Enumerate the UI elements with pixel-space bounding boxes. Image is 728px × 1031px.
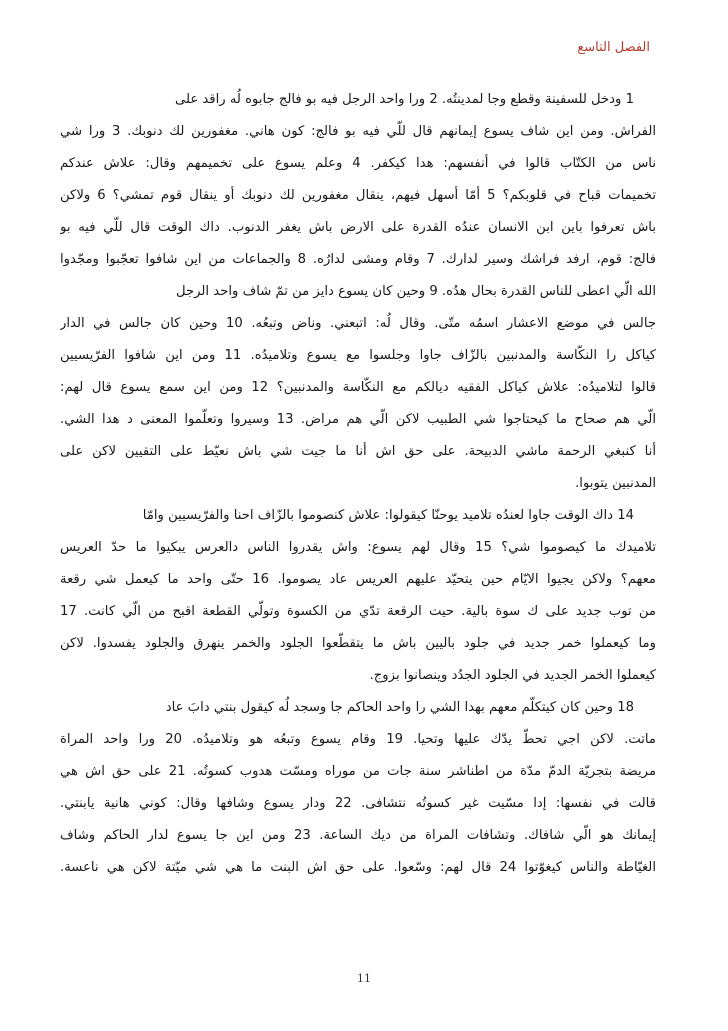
text-line: فالج: قوم، ارفد فراشك وسير لدارك. 7 وقام ومشى لدارُه. 8 والجماعات من اين شافوا تعجّبوا ومجّدوا xyxy=(60,252,656,267)
chapter-title: الفصل التاسع xyxy=(577,40,650,55)
text-line: ناس من الكتّاب قالوا في أنفسهم: هدا كيكفر. 4 وعلم يسوع على تخميمهم وقال: علاش عندكم xyxy=(60,156,656,171)
text-line: الغيّاطة والناس كيغوّتوا 24 قال لهم: وسّعوا. على حق اش البنت ما هي شي ميّتة لاكن هي ناعسة. xyxy=(60,860,656,875)
text-line: إيمانك هو الّي شافاك. وتشافات المراة من ديك الساعة. 23 ومن اين جا يسوع لدار الحاكم وشاف xyxy=(60,828,656,843)
text-line: 18 وحين كان كيتكلّم معهم بهدا الشي را واحد الحاكم جا وسجد لُه كيقول بنتي دابَ عاد xyxy=(165,700,634,715)
text-line: كياكل را النكّاسة والمدنبين بالزّاف جاوا وجلسوا مع يسوع وتلاميدُه. 11 ومن اين شافوا الفرّيسيين xyxy=(60,348,656,363)
text-line: قالوا لتلاميدُه: علاش كياكل الفقيه ديالكم مع النكّاسة والمدنبين؟ 12 ومن اين سمع يسوع قال لهم: xyxy=(60,380,656,395)
text-line: باش تعرفوا باين ابن الانسان عندُه القدرة على الارض باش يغفر الدنوب. داك الوقت قال للّي فيه بو xyxy=(60,220,656,235)
text-line: ماتت. لاكن اجي تحطّ يدّك عليها وتحيا. 19 وقام يسوع وتبعُه هو وتلاميدُه. 20 ورا واحد المراة xyxy=(60,732,656,747)
text-line: تخميمات قباح في قلوبكم؟ 5 أمّا أسهل فيهم، ينقال مغفورين لك دنوبك أو ينقال قوم تمشي؟ 6 ولاكن xyxy=(60,188,656,203)
text-line: مريضة بتجريّة الدمّ مدّة من اطناشر سنة جات من موراه ومسّت هدوب كسوتُه. 21 على حق اش هي xyxy=(60,764,656,779)
text-line: أنا كنبغي الرحمة ماشي الدبيحة. على حق اش أنا ما جيت شي باش نعيّط على التقيين لاكن على xyxy=(60,444,656,459)
text-line: المدنبين يتوبوا. xyxy=(575,476,656,491)
body-text xyxy=(60,84,656,884)
text-line: 1 ودخل للسفينة وقطع وجا لمدينتُه. 2 ورا واحد الرجل فيه بو فالج جابوه لُه راقد على xyxy=(174,92,634,107)
text-line: الفراش. ومن اين شاف يسوع إيمانهم قال للّي فيه بو فالج: كون هاني. مغفورين لك دنوبك. 3 ورا شي xyxy=(60,124,656,139)
text-line: تلاميدك ما كيصوموا شي؟ 15 وقال لهم يسوع: واش يقدروا الناس دالعرس يبكيوا ما حدّ العريس xyxy=(60,540,656,555)
text-line: معهم؟ ولاكن يجيوا الايّام حين يتحيّد عليهم العريس عاد يصوموا. 16 حتّى واحد ما كيعمل شي رقعة xyxy=(60,572,656,587)
text-line: وما كيعملوا خمر جديد في جلود باليين باش ما يتقطّعوا الجلود والخمر ينهرق والجلود يفسدوا. لاكن xyxy=(60,636,656,651)
text-line: من توب جديد على ك سوة بالية. حيت الرقعة تدّي من الكسوة وتولّي القطعة اقبح من الّي كانت. 17 xyxy=(60,604,656,619)
page-number: 11 xyxy=(357,972,371,985)
text-line: 14 داك الوقت جاوا لعندُه تلاميد يوحنّا كيقولوا: علاش كنصوموا بالزّاف احنا والفرّيسيين وامّا xyxy=(142,508,634,523)
text-line: الّي هم صحاح ما كيحتاجوا شي الطبيب لاكن الّي هم مراض. 13 وسيروا وتعلّموا المعنى د هدا الشي. xyxy=(60,412,656,427)
text-line: الله الّي اعطى للناس القدرة بحال هدُه. 9 وحين كان يسوع دايز من تمّ شاف واحد الرجل xyxy=(175,284,656,299)
text-line: قالت في نفسها: إدا مسّيت غير كسوتُه نتشافى. 22 ودار يسوع وشافها وقال: كوني هانية يابنتي. xyxy=(60,796,656,811)
text-line: كيعملوا الخمر الجديد في الجلود الجدُد وينصانوا بزوج. xyxy=(369,668,656,683)
text-line: جالس في موضع الاعشار اسمُه متّى. وقال لُه: اتبعني. وناض وتبعُه. 10 وحين كان جالس في الدار xyxy=(60,316,656,331)
